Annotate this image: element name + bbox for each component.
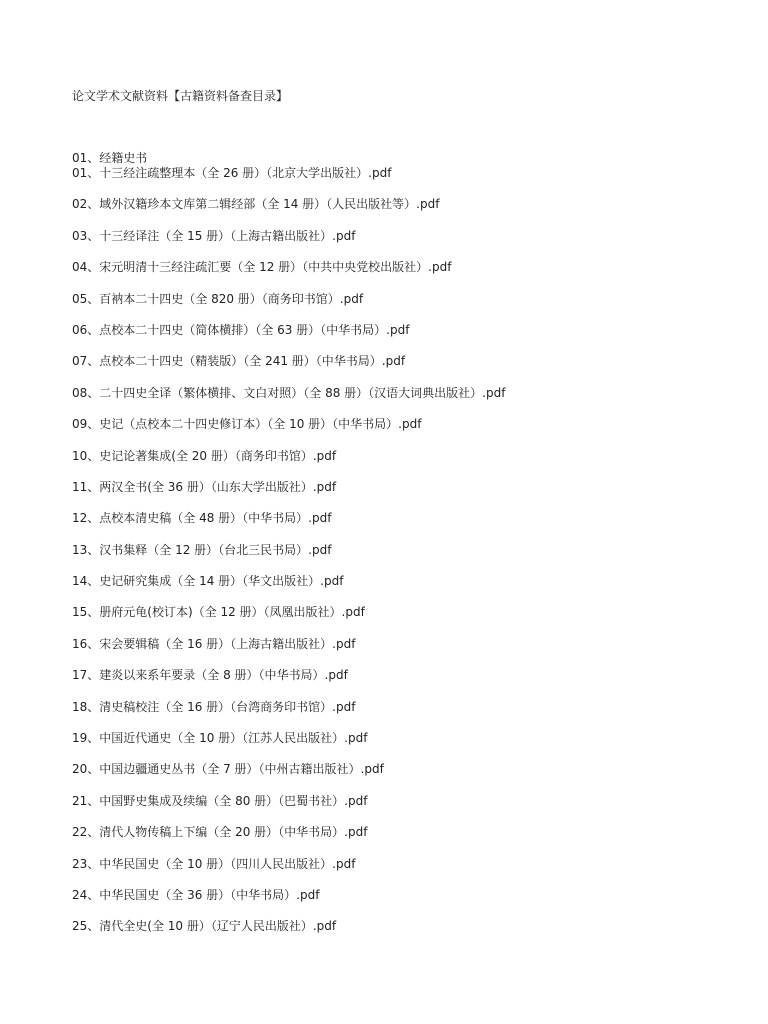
list-item: 03、十三经译注（全 15 册）（上海古籍出版社）.pdf bbox=[72, 228, 356, 243]
list-item: 06、点校本二十四史（简体横排）（全 63 册）（中华书局）.pdf bbox=[72, 322, 410, 337]
list-item: 19、中国近代通史（全 10 册）（江苏人民出版社）.pdf bbox=[72, 731, 368, 746]
list-item: 07、点校本二十四史（精装版）（全 241 册）（中华书局）.pdf bbox=[72, 354, 406, 369]
list-item: 16、宋会要辑稿（全 16 册）（上海古籍出版社）.pdf bbox=[72, 636, 356, 651]
list-item: 18、清史稿校注（全 16 册）（台湾商务印书馆）.pdf bbox=[72, 699, 356, 714]
list-item: 11、两汉全书(全 36 册）（山东大学出版社）.pdf bbox=[72, 479, 337, 494]
list-item: 24、中华民国史（全 36 册）（中华书局）.pdf bbox=[72, 887, 320, 902]
list-item: 08、二十四史全译（繁体横排、文白对照）（全 88 册）（汉语大词典出版社）.pdf bbox=[72, 385, 506, 400]
list-item: 01、十三经注疏整理本（全 26 册）（北京大学出版社）.pdf bbox=[72, 166, 392, 180]
section-heading: 01、经籍史书 bbox=[72, 151, 148, 165]
list-item: 20、中国边疆通史丛书（全 7 册）（中州古籍出版社）.pdf bbox=[72, 762, 384, 777]
list-item: 17、建炎以来系年要录（全 8 册）（中华书局）.pdf bbox=[72, 668, 348, 683]
list-item: 13、汉书集释（全 12 册）（台北三民书局）.pdf bbox=[72, 542, 332, 557]
list-item: 05、百衲本二十四史（全 820 册）（商务印书馆）.pdf bbox=[72, 291, 364, 306]
list-item: 21、中国野史集成及续编（全 80 册）（巴蜀书社）.pdf bbox=[72, 793, 368, 808]
list-item: 02、域外汉籍珍本文库第二辑经部（全 14 册）（人民出版社等）.pdf bbox=[72, 197, 440, 212]
list-item: 10、史记论著集成(全 20 册）（商务印书馆）.pdf bbox=[72, 448, 337, 463]
list-item: 12、点校本清史稿（全 48 册）（中华书局）.pdf bbox=[72, 511, 332, 526]
list-item: 23、中华民国史（全 10 册）（四川人民出版社）.pdf bbox=[72, 856, 356, 871]
list-item: 09、史记（点校本二十四史修订本）（全 10 册）（中华书局）.pdf bbox=[72, 417, 422, 432]
list-item: 15、册府元龟(校订本)（全 12 册）（凤凰出版社）.pdf bbox=[72, 605, 365, 620]
list-item: 04、宋元明清十三经注疏汇要（全 12 册）（中共中央党校出版社）.pdf bbox=[72, 260, 452, 275]
entry-list bbox=[72, 165, 505, 950]
list-item: 22、清代人物传稿上下编（全 20 册）（中华书局）.pdf bbox=[72, 825, 368, 840]
list-item: 25、清代全史(全 10 册）（辽宁人民出版社）.pdf bbox=[72, 919, 337, 934]
document-title: 论文学术文献资料【古籍资料备查目录】 bbox=[72, 89, 289, 103]
list-item: 14、史记研究集成（全 14 册）（华文出版社）.pdf bbox=[72, 574, 344, 589]
